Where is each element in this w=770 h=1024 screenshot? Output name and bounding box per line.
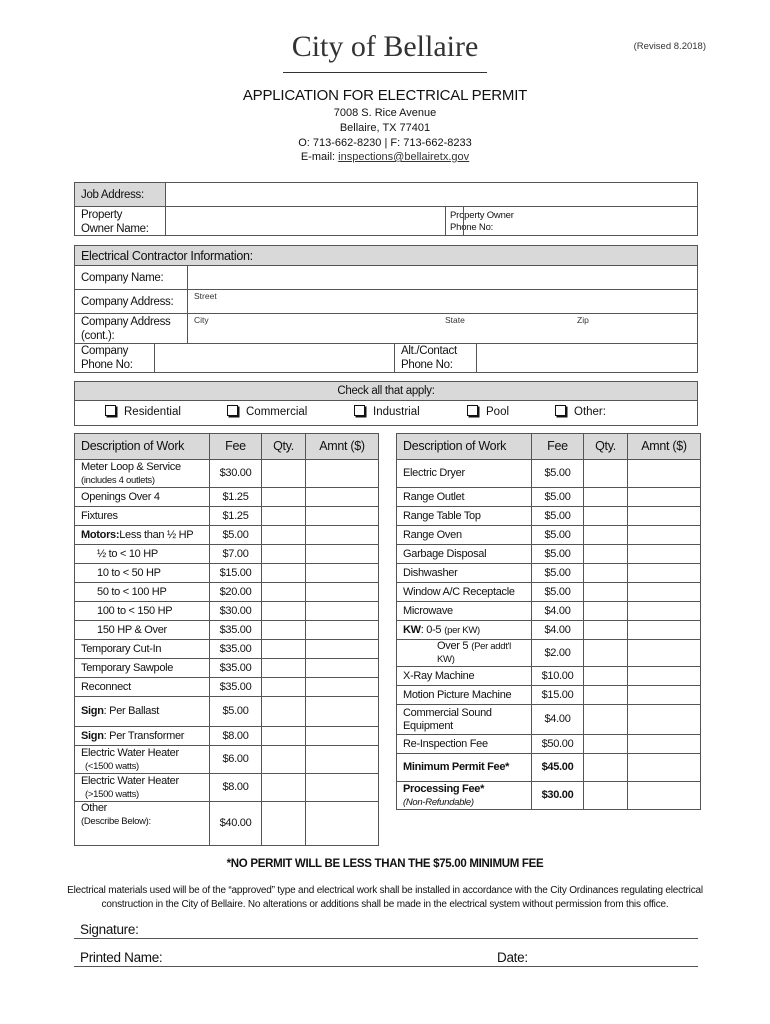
fee-row bbox=[75, 727, 379, 746]
desc-text: Other bbox=[81, 802, 108, 814]
amount-input[interactable] bbox=[306, 802, 379, 846]
desc-text: X-Ray Machine bbox=[403, 669, 475, 682]
qty-input[interactable] bbox=[584, 488, 628, 507]
fee-row bbox=[75, 488, 379, 507]
desc-text: Over 5 bbox=[437, 640, 469, 652]
fee-value: $6.00 bbox=[210, 746, 262, 774]
contractor-info-box bbox=[74, 245, 698, 373]
amount-input[interactable] bbox=[306, 507, 379, 526]
date-label: Date: bbox=[497, 950, 528, 965]
desc-text: Electric Water Heater bbox=[81, 746, 179, 759]
work-description bbox=[75, 488, 210, 507]
qty-input[interactable] bbox=[262, 746, 306, 774]
amount-input[interactable] bbox=[306, 774, 379, 802]
qty-input[interactable] bbox=[584, 735, 628, 754]
desc-text: Range Oven bbox=[403, 528, 462, 541]
contractor-section-header bbox=[75, 246, 697, 266]
fee-row bbox=[397, 507, 701, 526]
desc-text: Window A/C Receptacle bbox=[403, 585, 515, 598]
alt-phone-label-2: Phone No: bbox=[401, 359, 453, 371]
owner-phone-label-2: Phone No: bbox=[450, 222, 494, 233]
amount-input[interactable] bbox=[306, 583, 379, 602]
work-description bbox=[75, 460, 210, 488]
fee-value: $5.00 bbox=[532, 583, 584, 602]
commercial-checkbox[interactable] bbox=[227, 405, 307, 418]
desc-text: Commercial Sound bbox=[403, 706, 492, 719]
fee-value: $5.00 bbox=[532, 507, 584, 526]
work-description bbox=[75, 774, 210, 802]
form-title: APPLICATION FOR ELECTRICAL PERMIT bbox=[242, 87, 528, 104]
work-description bbox=[75, 602, 210, 621]
check-all-header bbox=[75, 382, 697, 401]
fee-row bbox=[75, 564, 379, 583]
desc-bold: KW bbox=[403, 623, 421, 636]
qty-input[interactable] bbox=[584, 564, 628, 583]
fee-row bbox=[75, 802, 379, 846]
work-description bbox=[75, 659, 210, 678]
amount-input[interactable] bbox=[306, 602, 379, 621]
fee-row bbox=[75, 545, 379, 564]
fee-value: $4.00 bbox=[532, 705, 584, 735]
fee-row bbox=[75, 640, 379, 659]
signature-line[interactable] bbox=[74, 938, 698, 939]
industrial-checkbox[interactable] bbox=[354, 405, 420, 418]
fee-row bbox=[397, 735, 701, 754]
zip-hint: Zip bbox=[577, 315, 589, 325]
fee-value: $5.00 bbox=[210, 697, 262, 727]
disclaimer-text: Electrical materials used will be of the “approved” type and electrical work shall be installed in accordance with the City Ordinances regulating electrical construction in the City of Bellaire. No alterations or additions shall be made in the electrical system without permission from this office. bbox=[67, 885, 703, 910]
company-name-label-cell bbox=[75, 266, 188, 290]
fee-row bbox=[397, 640, 701, 667]
owner-name-input[interactable] bbox=[166, 207, 446, 235]
fee-value: $5.00 bbox=[532, 564, 584, 583]
check-all-title: Check all that apply: bbox=[337, 385, 435, 397]
city-hint: City bbox=[194, 315, 209, 325]
alt-phone-input[interactable] bbox=[477, 344, 697, 372]
street-address: 7008 S. Rice Avenue bbox=[333, 107, 437, 119]
fee-table-header bbox=[75, 434, 379, 460]
header-description: Description of Work bbox=[397, 434, 532, 460]
header-amount: Amnt ($) bbox=[306, 434, 379, 460]
fee-value: $50.00 bbox=[532, 735, 584, 754]
qty-input[interactable] bbox=[262, 460, 306, 488]
desc-text: 10 to < 50 HP bbox=[97, 566, 161, 579]
fee-value: $40.00 bbox=[210, 802, 262, 846]
fee-value: $1.25 bbox=[210, 507, 262, 526]
work-description bbox=[75, 583, 210, 602]
signature-label: Signature: bbox=[80, 922, 139, 937]
work-description bbox=[75, 564, 210, 583]
company-address-label-cell bbox=[75, 290, 188, 314]
company-address-cont-label-2: (cont.): bbox=[81, 330, 115, 342]
city-state-zip: Bellaire, TX 77401 bbox=[339, 122, 431, 134]
qty-input[interactable] bbox=[584, 602, 628, 621]
amount-input[interactable] bbox=[306, 621, 379, 640]
work-description bbox=[397, 488, 532, 507]
amount-input[interactable] bbox=[628, 545, 701, 564]
qty-input[interactable] bbox=[262, 640, 306, 659]
fee-value: $4.00 bbox=[532, 621, 584, 640]
fee-table-header bbox=[397, 434, 701, 460]
work-description bbox=[75, 727, 210, 746]
fee-row bbox=[75, 746, 379, 774]
desc-text: Fixtures bbox=[81, 509, 118, 522]
work-description bbox=[397, 545, 532, 564]
residential-checkbox[interactable] bbox=[105, 405, 181, 418]
desc-text: Reconnect bbox=[81, 680, 131, 693]
amount-input[interactable] bbox=[628, 507, 701, 526]
amount-input[interactable] bbox=[628, 564, 701, 583]
industrial-label: Industrial bbox=[373, 406, 420, 418]
fee-row bbox=[397, 602, 701, 621]
fee-value: $5.00 bbox=[532, 545, 584, 564]
work-description bbox=[397, 460, 532, 488]
qty-input[interactable] bbox=[262, 802, 306, 846]
company-phone-label-1: Company bbox=[81, 345, 129, 357]
desc-subtext: (Describe Below): bbox=[81, 816, 151, 827]
printed-name-date-line[interactable] bbox=[74, 966, 698, 967]
fee-row bbox=[397, 621, 701, 640]
amount-input[interactable] bbox=[628, 583, 701, 602]
email-link[interactable]: inspections@bellairetx.gov bbox=[338, 151, 470, 163]
state-hint: State bbox=[445, 315, 465, 325]
job-address-input[interactable] bbox=[166, 183, 697, 207]
desc-text: 50 to < 100 HP bbox=[97, 585, 167, 598]
pool-checkbox[interactable] bbox=[467, 405, 509, 418]
desc-text: Re-Inspection Fee bbox=[403, 737, 488, 750]
title-rule bbox=[283, 72, 487, 73]
work-description bbox=[397, 564, 532, 583]
qty-input[interactable] bbox=[584, 621, 628, 640]
checkbox-icon bbox=[555, 405, 566, 416]
amount-input[interactable] bbox=[306, 697, 379, 727]
checkbox-icon bbox=[105, 405, 116, 416]
work-description bbox=[397, 705, 532, 735]
amount-input[interactable] bbox=[628, 621, 701, 640]
fee-row bbox=[397, 782, 701, 810]
work-description bbox=[397, 686, 532, 705]
amount-input[interactable] bbox=[306, 678, 379, 697]
work-description bbox=[75, 621, 210, 640]
company-street-input[interactable] bbox=[188, 290, 697, 314]
fee-row bbox=[397, 667, 701, 686]
qty-input[interactable] bbox=[584, 782, 628, 810]
amount-input[interactable] bbox=[306, 526, 379, 545]
desc-text: Temporary Cut-In bbox=[81, 642, 162, 655]
amount-input[interactable] bbox=[628, 488, 701, 507]
desc-subtext: (>1500 watts) bbox=[85, 788, 139, 800]
desc-text: Minimum Permit Fee* bbox=[403, 761, 510, 773]
other-label: Other: bbox=[574, 406, 606, 418]
desc-text: Range Outlet bbox=[403, 490, 465, 503]
work-description bbox=[397, 621, 532, 640]
fee-row bbox=[75, 659, 379, 678]
qty-input[interactable] bbox=[584, 545, 628, 564]
fee-row bbox=[397, 754, 701, 782]
fee-value: $35.00 bbox=[210, 659, 262, 678]
amount-input[interactable] bbox=[306, 564, 379, 583]
fee-row bbox=[75, 507, 379, 526]
work-description bbox=[397, 526, 532, 545]
fee-table-right bbox=[396, 433, 701, 810]
work-description bbox=[75, 545, 210, 564]
owner-phone-label-cell bbox=[446, 207, 514, 235]
desc-text: ½ to < 10 HP bbox=[97, 547, 158, 560]
amount-input[interactable] bbox=[306, 746, 379, 774]
qty-input[interactable] bbox=[584, 526, 628, 545]
company-name-label: Company Name: bbox=[81, 272, 164, 284]
qty-input[interactable] bbox=[262, 564, 306, 583]
fee-row bbox=[397, 460, 701, 488]
desc-bold: Sign bbox=[81, 705, 104, 717]
desc-text: : Per Ballast bbox=[103, 705, 160, 717]
owner-name-label-2: Owner Name: bbox=[81, 223, 149, 235]
amount-input[interactable] bbox=[306, 659, 379, 678]
fee-value: $30.00 bbox=[210, 602, 262, 621]
header-amount: Amnt ($) bbox=[628, 434, 701, 460]
pool-label: Pool bbox=[486, 406, 510, 418]
fee-value: $10.00 bbox=[532, 667, 584, 686]
amount-input[interactable] bbox=[306, 488, 379, 507]
work-description bbox=[397, 782, 532, 810]
desc-text: Electric Dryer bbox=[403, 467, 465, 479]
work-description bbox=[397, 754, 532, 782]
company-address-cont-label-cell bbox=[75, 314, 188, 344]
fee-value: $4.00 bbox=[532, 602, 584, 621]
desc-text: Temporary Sawpole bbox=[81, 661, 174, 674]
amount-input[interactable] bbox=[628, 735, 701, 754]
other-checkbox[interactable] bbox=[555, 405, 606, 418]
qty-input[interactable] bbox=[584, 686, 628, 705]
qty-input[interactable] bbox=[584, 705, 628, 735]
fee-value: $2.00 bbox=[532, 640, 584, 667]
qty-input[interactable] bbox=[584, 507, 628, 526]
fee-value: $5.00 bbox=[532, 488, 584, 507]
amount-input[interactable] bbox=[628, 705, 701, 735]
amount-input[interactable] bbox=[306, 545, 379, 564]
amount-input[interactable] bbox=[628, 667, 701, 686]
fee-value: $15.00 bbox=[532, 686, 584, 705]
qty-input[interactable] bbox=[262, 774, 306, 802]
work-description bbox=[397, 602, 532, 621]
desc-text: Electric Water Heater bbox=[81, 774, 179, 787]
header-qty: Qty. bbox=[584, 434, 628, 460]
desc-text: Motion Picture Machine bbox=[403, 688, 512, 701]
fee-row bbox=[75, 697, 379, 727]
job-address-label-cell bbox=[75, 183, 166, 207]
fee-value: $30.00 bbox=[532, 782, 584, 810]
fee-value: $35.00 bbox=[210, 621, 262, 640]
street-hint: Street bbox=[194, 291, 217, 301]
amount-input[interactable] bbox=[628, 602, 701, 621]
fee-value: $20.00 bbox=[210, 583, 262, 602]
qty-input[interactable] bbox=[262, 507, 306, 526]
desc-subtext: Equipment bbox=[403, 719, 453, 732]
desc-text: Microwave bbox=[403, 604, 453, 617]
fee-value: $5.00 bbox=[532, 460, 584, 488]
fee-value: $15.00 bbox=[210, 564, 262, 583]
qty-input[interactable] bbox=[262, 545, 306, 564]
header-fee: Fee bbox=[210, 434, 262, 460]
alt-phone-label-cell bbox=[395, 344, 477, 372]
email-label: E-mail: bbox=[300, 151, 336, 163]
desc-text: Less than ½ HP bbox=[119, 528, 194, 541]
header-qty: Qty. bbox=[262, 434, 306, 460]
amount-input[interactable] bbox=[306, 727, 379, 746]
owner-name-label-cell bbox=[75, 207, 166, 235]
work-description bbox=[397, 507, 532, 526]
qty-input[interactable] bbox=[262, 583, 306, 602]
company-city-state-zip-input[interactable] bbox=[188, 314, 697, 344]
work-description bbox=[75, 802, 210, 846]
fee-row bbox=[75, 526, 379, 545]
alt-phone-label-1: Alt./Contact bbox=[401, 345, 457, 357]
fee-row bbox=[397, 583, 701, 602]
fee-row bbox=[75, 621, 379, 640]
desc-bold: Sign bbox=[81, 729, 104, 742]
desc-text: Meter Loop & Service bbox=[81, 460, 181, 473]
checkbox-icon bbox=[354, 405, 365, 416]
fee-row bbox=[75, 774, 379, 802]
company-address-label: Company Address: bbox=[81, 296, 174, 308]
fee-value: $30.00 bbox=[210, 460, 262, 488]
printed-name-label: Printed Name: bbox=[80, 950, 163, 965]
work-description bbox=[75, 526, 210, 545]
company-phone-input[interactable] bbox=[155, 344, 395, 372]
work-description bbox=[75, 507, 210, 526]
fee-value: $5.00 bbox=[210, 526, 262, 545]
qty-input[interactable] bbox=[262, 659, 306, 678]
qty-input[interactable] bbox=[262, 621, 306, 640]
desc-text: 150 HP & Over bbox=[97, 623, 167, 636]
contractor-section-title: Electrical Contractor Information: bbox=[81, 249, 253, 263]
fee-row bbox=[397, 686, 701, 705]
fee-row bbox=[397, 564, 701, 583]
desc-text: Processing Fee* bbox=[403, 782, 485, 795]
fee-row bbox=[397, 526, 701, 545]
desc-subtext: (includes 4 outlets) bbox=[81, 474, 155, 486]
amount-input[interactable] bbox=[628, 640, 701, 667]
amount-input[interactable] bbox=[628, 526, 701, 545]
qty-input[interactable] bbox=[584, 583, 628, 602]
fee-value: $7.00 bbox=[210, 545, 262, 564]
project-type-box bbox=[74, 381, 698, 426]
checkbox-icon bbox=[467, 405, 478, 416]
desc-subtext: (per KW) bbox=[444, 624, 480, 636]
fee-value: $5.00 bbox=[532, 526, 584, 545]
qty-input[interactable] bbox=[262, 602, 306, 621]
fee-row bbox=[397, 545, 701, 564]
desc-text: 100 to < 150 HP bbox=[97, 604, 173, 617]
revision-note: (Revised 8.2018) bbox=[633, 41, 706, 52]
owner-phone-input[interactable] bbox=[463, 207, 697, 235]
amount-input[interactable] bbox=[628, 782, 701, 810]
qty-input[interactable] bbox=[262, 727, 306, 746]
fee-table-left bbox=[74, 433, 379, 846]
work-description bbox=[397, 735, 532, 754]
desc-text: : 0-5 bbox=[420, 623, 442, 636]
desc-bold: Motors: bbox=[81, 528, 120, 541]
job-address-label: Job Address: bbox=[81, 189, 144, 201]
amount-input[interactable] bbox=[306, 460, 379, 488]
residential-label: Residential bbox=[124, 406, 181, 418]
desc-text: Garbage Disposal bbox=[403, 547, 487, 560]
company-address-cont-label-1: Company Address bbox=[81, 316, 171, 328]
qty-input[interactable] bbox=[262, 526, 306, 545]
header-fee: Fee bbox=[532, 434, 584, 460]
desc-subtext: (Non-Refundable) bbox=[403, 796, 474, 808]
work-description bbox=[75, 640, 210, 659]
qty-input[interactable] bbox=[262, 697, 306, 727]
phone-fax: O: 713-662-8230 | F: 713-662-8233 bbox=[298, 137, 472, 149]
header-description: Description of Work bbox=[75, 434, 210, 460]
fee-row bbox=[397, 705, 701, 735]
checkbox-icon bbox=[227, 405, 238, 416]
work-description bbox=[75, 746, 210, 774]
qty-input[interactable] bbox=[262, 488, 306, 507]
fee-value: $1.25 bbox=[210, 488, 262, 507]
company-phone-label-2: Phone No: bbox=[81, 359, 133, 371]
fee-value: $8.00 bbox=[210, 774, 262, 802]
owner-phone-label-1: Property Owner bbox=[450, 210, 514, 221]
work-description bbox=[397, 583, 532, 602]
desc-text: Openings Over 4 bbox=[81, 490, 160, 503]
amount-input[interactable] bbox=[628, 460, 701, 488]
fee-row bbox=[75, 583, 379, 602]
work-description bbox=[75, 697, 210, 727]
desc-text: : Per Transformer bbox=[103, 729, 185, 742]
amount-input[interactable] bbox=[628, 754, 701, 782]
fee-value: $35.00 bbox=[210, 640, 262, 659]
qty-input[interactable] bbox=[584, 667, 628, 686]
qty-input[interactable] bbox=[584, 640, 628, 667]
work-description bbox=[397, 640, 532, 667]
job-info-box bbox=[74, 182, 698, 236]
desc-subtext: (<1500 watts) bbox=[85, 760, 139, 772]
desc-text: Dishwasher bbox=[403, 566, 458, 579]
desc-text: Range Table Top bbox=[403, 509, 481, 522]
company-name-input[interactable] bbox=[188, 266, 697, 290]
work-description bbox=[397, 667, 532, 686]
qty-input[interactable] bbox=[262, 678, 306, 697]
fee-value: $45.00 bbox=[532, 754, 584, 782]
fee-row bbox=[397, 488, 701, 507]
work-description bbox=[75, 678, 210, 697]
desc-subtext: (Per addt'l KW) bbox=[437, 641, 511, 665]
email-line bbox=[0, 151, 770, 163]
owner-name-label-1: Property bbox=[81, 209, 123, 221]
fee-row bbox=[75, 602, 379, 621]
qty-input[interactable] bbox=[584, 460, 628, 488]
fee-value: $8.00 bbox=[210, 727, 262, 746]
fee-value: $35.00 bbox=[210, 678, 262, 697]
minimum-fee-notice: *NO PERMIT WILL BE LESS THAN THE $75.00 MINIMUM FEE bbox=[226, 858, 544, 870]
fee-row bbox=[75, 460, 379, 488]
company-phone-label-cell bbox=[75, 344, 155, 372]
qty-input[interactable] bbox=[584, 754, 628, 782]
amount-input[interactable] bbox=[306, 640, 379, 659]
commercial-label: Commercial bbox=[246, 406, 308, 418]
fee-row bbox=[75, 678, 379, 697]
amount-input[interactable] bbox=[628, 686, 701, 705]
city-title: City of Bellaire bbox=[291, 30, 479, 63]
